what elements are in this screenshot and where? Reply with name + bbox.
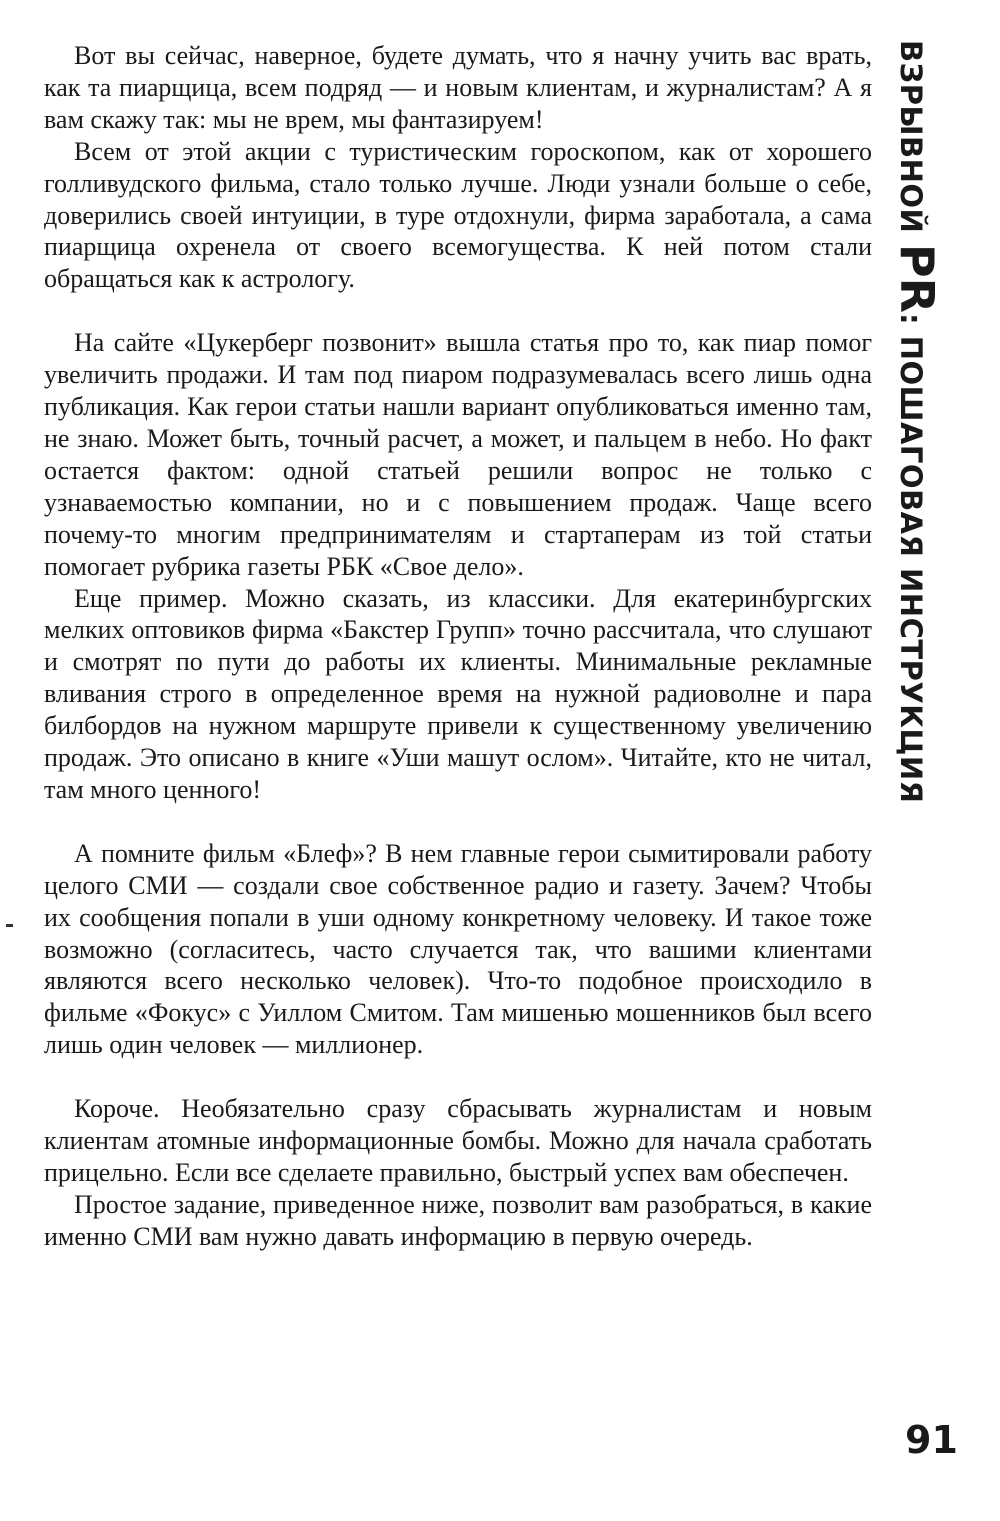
paragraph-1: Вот вы сейчас, наверное, будете думать, что я начну учить вас врать, как та пиарщица, всем подряд — и новым клиентам, и журналистам? А я вам скажу так: мы не врем, мы фантазируем! <box>44 41 872 134</box>
section-gap <box>44 295 872 327</box>
paragraph-5: А помните фильм «Блеф»? В нем главные герои сымитировали работу целого СМИ — создали свое собственное радио и газету. Зачем? Чтобы их сообщения попали в уши одному конкретному человеку. И такое тоже возможно (согласитесь, часто случается так, что вашими клиентами являются всего несколько человек). Что-то подобное происходило в фильме «Фокус» с Уиллом Смитом. Там мишенью мошенников был всего лишь один человек — миллионер. <box>44 838 872 1060</box>
paragraph-4: Еще пример. Можно сказать, из классики. Для екатеринбургских мелких оптовиков фирма «Бакстер Групп» точно рассчитала, что слушают и смотрят по пути до работы их клиенты. Минимальные рекламные вливания строго в определенное время на нужной радиоволне и пара билбордов на нужном маршруте привели к существенному увеличению продаж. Это описано в книге «Уши машут ослом». Читайте, кто не читал, там много ценного! <box>44 583 872 804</box>
paragraph-3: На сайте «Цукерберг позвонит» вышла статья про то, как пиар помог увеличить продажи. И там под пиаром подразумевалась всего лишь одна публикация. Как герои статьи нашли вариант опубликоваться именно там, не знаю. Может быть, точный расчет, а может, и пальцем в небо. Но факт остается фактом: одной статьей решили вопрос не только с узнаваемостью компании, но и с повышением продаж. Чаще всего почему-то многим предпринимателям и стартаперам из той статьи помогает рубрика газеты РБК «Свое дело». <box>44 328 872 581</box>
body-text <box>44 40 872 1253</box>
running-title-pr: PR <box>890 243 944 314</box>
running-title <box>890 40 944 804</box>
paragraph-2: Всем от этой акции с туристическим гороскопом, как от хорошего голливудского фильма, стало только лучше. Люди узнали больше о себе, доверились своей интуиции, в туре отдохнули, фирма заработала, а сама пиарщица охренела от своего всемогущества. К ней потом стали обращаться как к астрологу. <box>44 136 872 294</box>
section-gap <box>44 806 872 838</box>
running-title-prefix: ВЗРЫВНОЙ <box>894 40 928 244</box>
paragraph-6: Короче. Необязательно сразу сбрасывать журналистам и новым клиентам атомные информационные бомбы. Можно для начала сработать прицельно. Если все сделаете правильно, быстрый успех вам обеспечен. <box>44 1094 872 1187</box>
section-gap <box>44 1061 872 1093</box>
margin-mark <box>6 924 13 927</box>
paragraph-7: Простое задание, приведенное ниже, позволит вам разобраться, в какие именно СМИ вам нужно давать информацию в первую очередь. <box>44 1189 872 1251</box>
page-number: 91 <box>905 1418 958 1462</box>
running-title-suffix: : ПОШАГОВАЯ ИНСТРУКЦИЯ <box>894 313 928 804</box>
